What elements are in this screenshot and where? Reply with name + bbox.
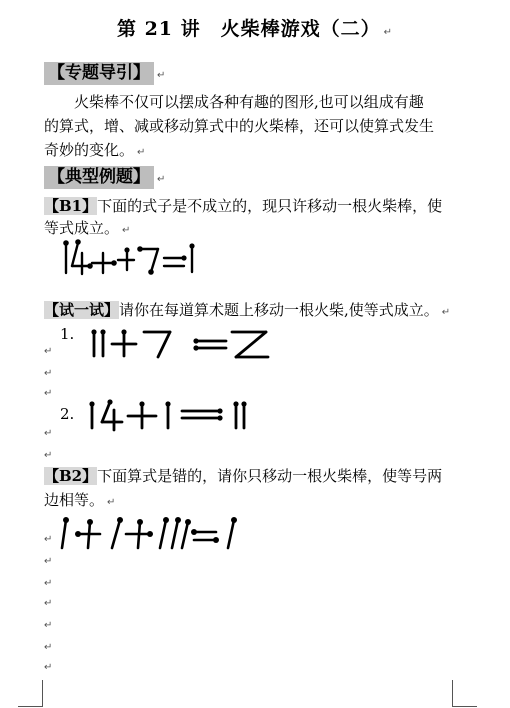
question-2-number: 2. [60,405,75,423]
b2-line-2: 边相等。 ↵ [44,491,116,509]
matchstick-equation-2 [84,396,254,436]
paragraph-mark: ↵ [44,346,53,357]
b2-line-1: 【B2】下面算式是错的，请你只移动一根火柴棒，使等号两 [44,467,443,485]
question-1-number: 1. [60,325,75,343]
section-heading-guide: 【专题导引】 ↵ [44,58,165,83]
paragraph-mark: ↵ [383,27,394,38]
paragraph-mark: ↵ [44,368,53,379]
b1-line-1: 【B1】下面的式子是不成立的，现只许移动一根火柴棒，使 [44,197,443,215]
matchstick-equation-1 [86,324,276,364]
intro-line-1: 火柴棒不仅可以摆成各种有趣的图形,也可以组成有趣 [74,93,424,111]
try-tag: 【试一试】 [44,301,120,319]
intro-line-2: 的算式，增、减或移动算式中的火柴棒，还可以使算式发生 [44,117,435,135]
paragraph-mark: ↵ [44,388,53,399]
intro-line-3: 奇妙的变化。 ↵ [44,141,146,159]
try-line: 【试一试】请你在每道算术题上移动一根火柴,使等式成立。 ↵ [44,301,451,319]
page-title: 第 21 讲 火柴棒游戏（二） ↵ [116,18,394,40]
paragraph-mark: ↵ [44,534,53,545]
matchstick-equation-b2 [54,512,244,554]
paragraph-mark: ↵ [44,450,53,461]
paragraph-mark: ↵ [44,662,53,673]
paragraph-mark: ↵ [44,428,53,439]
paragraph-mark: ↵ [44,598,53,609]
b1-tag: 【B1】 [44,197,98,215]
paragraph-mark: ↵ [44,642,53,653]
paragraph-mark: ↵ [44,556,53,567]
page-corner-mark-left [18,680,43,707]
section-heading-examples: 【典型例题】 ↵ [44,162,165,187]
paragraph-mark: ↵ [44,620,53,631]
b1-line-2: 等式成立。 ↵ [44,219,131,237]
paragraph-mark: ↵ [44,578,53,589]
b2-tag: 【B2】 [44,467,98,485]
matchstick-equation-b1 [56,236,206,278]
page-corner-mark-right [452,680,477,707]
